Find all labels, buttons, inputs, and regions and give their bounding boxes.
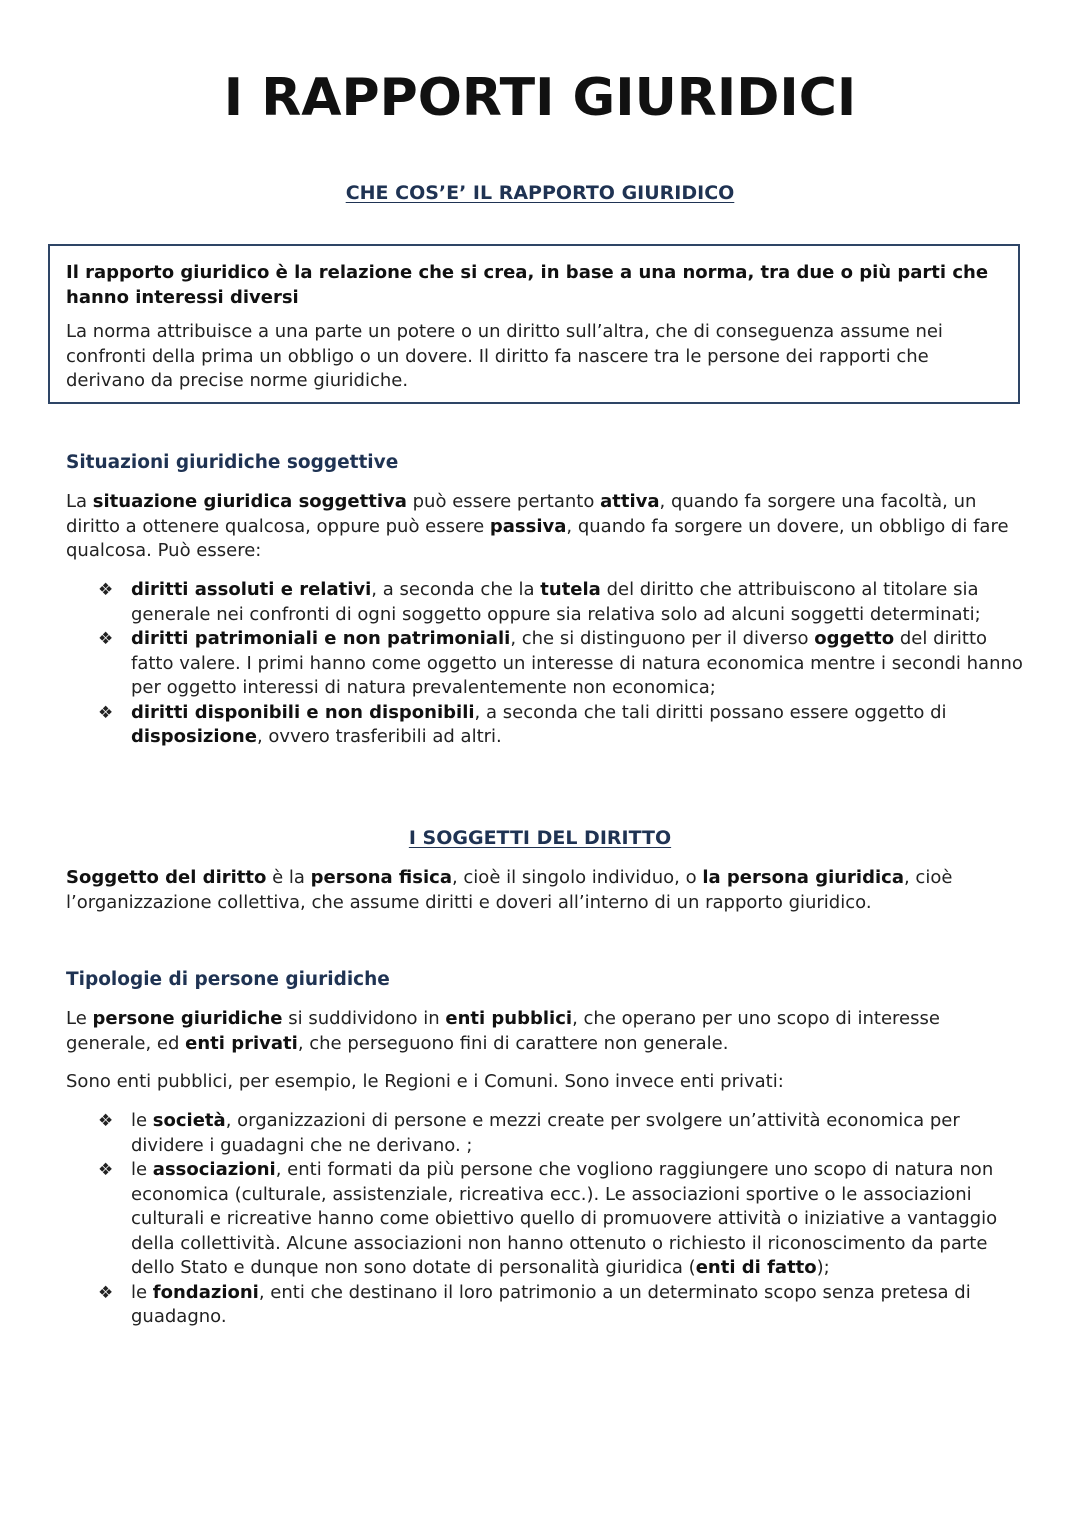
- page-title: I RAPPORTI GIURIDICI: [223, 68, 857, 128]
- definition-box: [48, 244, 1020, 404]
- diamond-bullet-icon: ❖: [98, 1282, 114, 1303]
- tipologie-paragraph-2: Sono enti pubblici, per esempio, le Regioni e i Comuni. Sono invece enti privati:: [66, 1071, 784, 1092]
- section-heading-rapporto: CHE COS’E’ IL RAPPORTO GIURIDICO: [345, 182, 735, 204]
- section-heading-soggetti: I SOGGETTI DEL DIRITTO: [408, 827, 672, 849]
- soggetti-paragraph: Soggetto del diritto è la persona fisica, cioè il singolo individuo, o la persona giuridica, cioè l’organizzazione collettiva, che assume diritti e doveri all’interno di un rapporto giuridico.: [66, 867, 953, 913]
- situazioni-intro: La situazione giuridica soggettiva può essere pertanto attiva, quando fa sorgere una facoltà, un diritto a ottenere qualcosa, oppure può essere passiva, quando fa sorgere un dovere, un obbligo di fare qualcosa. Può essere:: [66, 491, 1009, 561]
- situazioni-list: [66, 578, 1026, 750]
- list-item: ❖ diritti assoluti e relativi, a seconda che la tutela del diritto che attribuiscono al titolare sia generale nei confronti di ogni soggetto oppure sia relativa solo ad alcuni soggetti determinati;: [98, 579, 981, 625]
- tipologie-paragraph-1: Le persone giuridiche si suddividono in enti pubblici, che operano per uno scopo di interesse generale, ed enti privati, che perseguono fini di carattere non generale.: [66, 1008, 940, 1054]
- list-item: ❖ diritti patrimoniali e non patrimoniali, che si distinguono per il diverso oggetto del diritto fatto valere. I primi hanno come oggetto un interesse di natura economica mentre i secondi hanno per oggetto interessi di natura prevalentemente non economica;: [98, 628, 1023, 698]
- list-item: ❖ le associazioni, enti formati da più persone che vogliono raggiungere uno scopo di natura non economica (culturale, assistenziale, ricreativa ecc.). Le associazioni sportive o le associazioni culturali e ricreative hanno come obiettivo quello di promuovere attività o iniziative a vantaggio della collettività. Alcune associazioni non hanno ottenuto o richiesto il riconoscimento da parte dello Stato e dunque non sono dotate di personalità giuridica (enti di fatto);: [98, 1159, 998, 1278]
- diamond-bullet-icon: ❖: [98, 580, 114, 600]
- diamond-bullet-icon: ❖: [98, 629, 114, 649]
- definition-lead: Il rapporto giuridico è la relazione che si crea, in base a una norma, tra due o più parti che hanno interessi diversi: [66, 262, 989, 308]
- diamond-bullet-icon: ❖: [98, 1111, 114, 1131]
- diamond-bullet-icon: ❖: [98, 1160, 114, 1180]
- list-item: ❖ le fondazioni, enti che destinano il loro patrimonio a un determinato scopo senza pretesa di guadagno.: [98, 1281, 971, 1327]
- list-item: ❖ diritti disponibili e non disponibili, a seconda che tali diritti possano essere oggetto di disposizione, ovvero trasferibili ad altri.: [98, 701, 947, 747]
- list-item: ❖ le società, organizzazioni di persone e mezzi create per svolgere un’attività economica per dividere i guadagni che ne derivano. ;: [98, 1110, 960, 1156]
- definition-body: La norma attribuisce a una parte un potere o un diritto sull’altra, che di conseguenza assume nei confronti della prima un obbligo o un dovere. Il diritto fa nascere tra le persone dei rapporti che derivano da precise norme giuridiche.: [66, 321, 943, 391]
- subheading-situazioni: Situazioni giuridiche soggettive: [66, 452, 399, 473]
- diamond-bullet-icon: ❖: [98, 702, 114, 723]
- tipologie-list: [66, 1109, 1026, 1330]
- subheading-tipologie: Tipologie di persone giuridiche: [66, 969, 390, 990]
